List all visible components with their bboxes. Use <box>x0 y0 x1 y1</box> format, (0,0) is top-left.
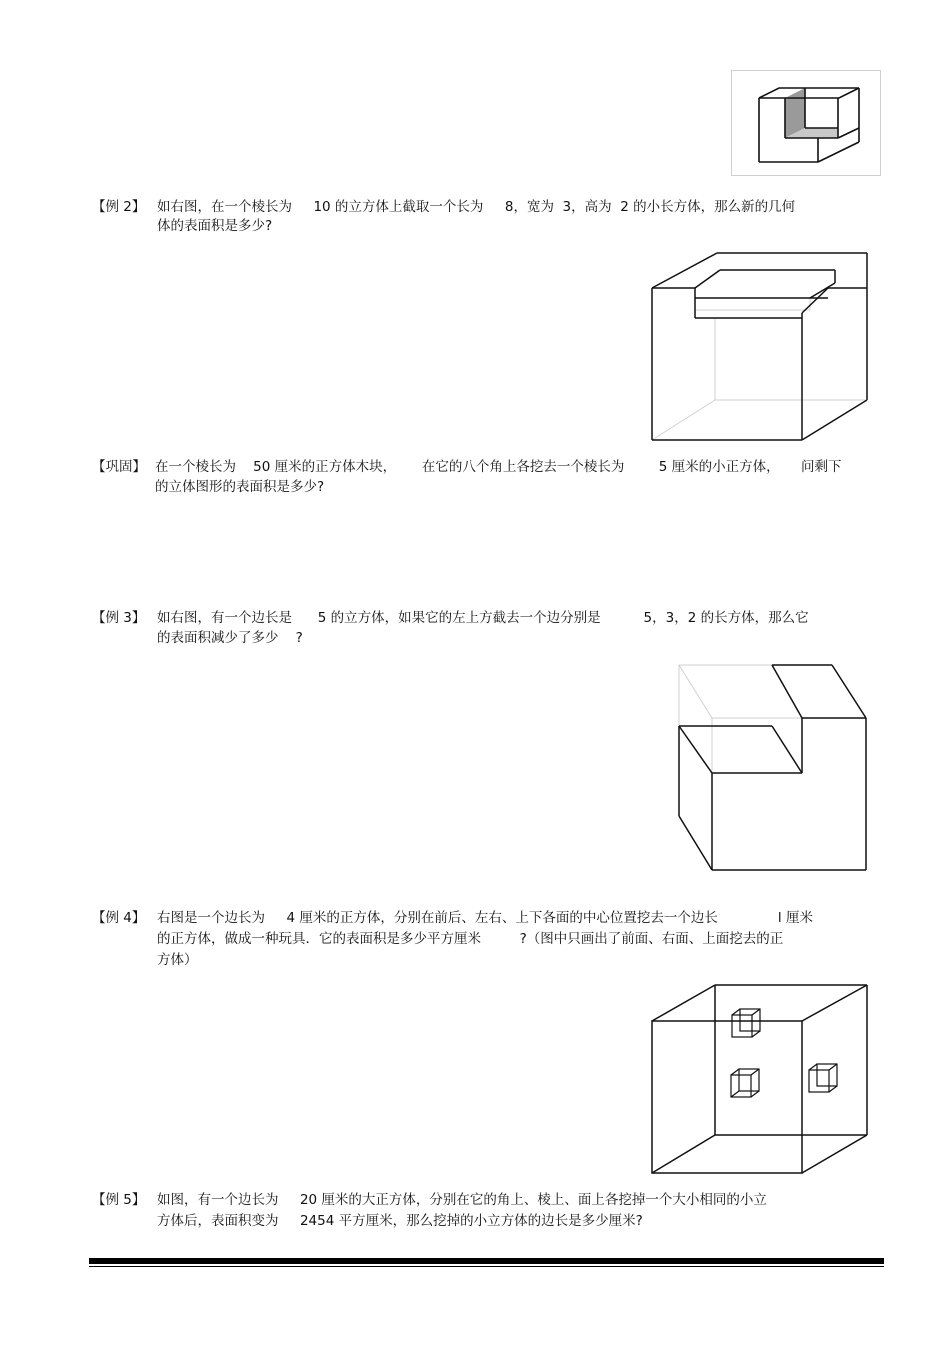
problem-text-line: 的正方体，做成一种玩具．它的表面积是多少平方厘米 ?（图中只画出了前面、右面、上面挖去的正 <box>157 931 784 947</box>
problem-text-line: 体的表面积是多少? <box>157 218 273 234</box>
problem-text-line: 方体后，表面积变为 2454 平方厘米，那么挖掉的小立方体的边长是多少厘米? <box>157 1213 643 1229</box>
figure-cube-cutout-top <box>731 70 881 176</box>
problem-text-line: 右图是一个边长为 4 厘米的正方体，分别在前后、左右、上下各面的中心位置挖去一个边长 l 厘米 <box>157 910 813 926</box>
problem-label: 【例 4】 <box>92 910 146 926</box>
figure-cube-face-holes <box>645 978 875 1178</box>
footer-rule <box>89 1258 884 1264</box>
problem-text-line: 如右图，在一个棱长为 10 的立方体上截取一个长为 8，宽为 3，高为 2 的小长方体，那么新的几何 <box>157 199 796 215</box>
figure-cube-top-slot <box>645 248 875 446</box>
footer-rule-thin <box>89 1266 884 1267</box>
problem-text-line: 的表面积减少了多少 ? <box>157 630 303 646</box>
problem-text-line: 方体） <box>157 952 198 968</box>
problem-label: 【巩固】 <box>92 459 146 475</box>
problem-text-line: 如右图，有一个边长是 5 的立方体，如果它的左上方截去一个边分别是 5，3，2 的长方体，那么它 <box>157 610 809 626</box>
problem-label: 【例 5】 <box>92 1192 146 1208</box>
problem-label: 【例 3】 <box>92 610 146 626</box>
problem-text-line: 的立体图形的表面积是多少? <box>155 479 325 495</box>
problem-label: 【例 2】 <box>92 199 146 215</box>
problem-text-line: 在一个棱长为 50 厘米的正方体木块， 在它的八个角上各挖去一个棱长为 5 厘米的小正方体， 问剩下 <box>155 459 842 475</box>
figure-cube-corner-cut <box>672 658 872 878</box>
problem-text-line: 如图，有一个边长为 20 厘米的大正方体，分别在它的角上、棱上、面上各挖掉一个大小相同的小立 <box>157 1192 767 1208</box>
